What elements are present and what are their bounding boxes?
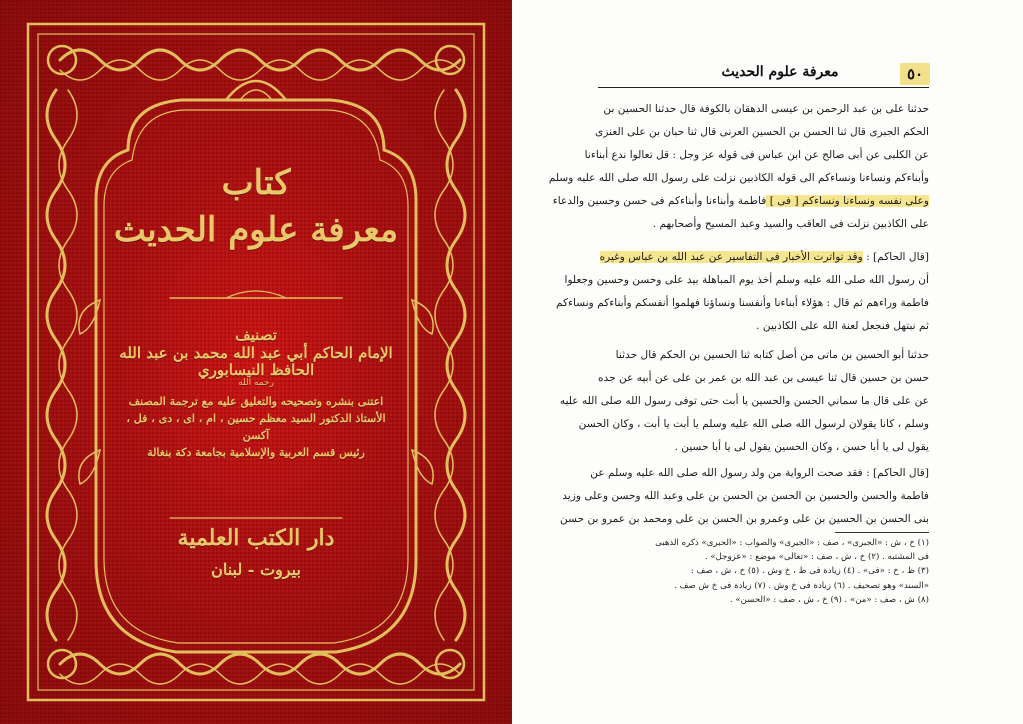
cover-editor-line: اعتنى بنشره وتصحيحه والتعليق عليه مع ترجمة المصنف [128,395,384,408]
footnote-line: (٨) ش ، صف : «من» . (٩) خ ، ش ، صف : «الحسن» . [729,594,929,605]
cover-word-book: كتاب [221,163,291,203]
cover-editor [112,393,400,461]
text-line [552,190,929,213]
running-header: معرفة علوم الحديث [721,64,839,80]
line-text: [قال الحاكم] : [862,251,929,263]
text-line: حدثنا أبو الحسين بن ماتى من أصل كتابه ثنا الحسين بن الحكم قال حدثنا [615,349,929,361]
page-number: ٥٠ [900,63,930,85]
header-rule [598,87,929,88]
footnote-line: (١) خ ، ش : «الجبرى» ، صف : «الجيرى» والصواب : «الحبرى» ذكره الذهبى [655,538,929,548]
text-line: وأبناءكم ونساءنا ونساءكم الى قوله الكاذبين نزلت على رسول الله صلى الله عليه وسلم [548,172,929,184]
text-line: ثم نبتهل فنجعل لعنة الله على الكاذبين . [756,320,929,332]
text-line: حسن بن حسين قال ثنا عيسى بن عبد الله بن عمر بن على عن أبيه عن جده [598,372,929,384]
cover-editor-line: الأستاذ الدكتور السيد معظم حسين ، ام ، اى ، دى ، فل ، آكسن [126,412,386,443]
text-line: عن على قال ما سماني الحسن والحسين يا أبت حتى توفى رسول الله صلى الله عليه [559,395,929,407]
footnote-line: فى المشتبه . (٢) خ ، ش ، صف : «تعالى» موضع : «عزوجل» . [704,552,929,563]
paragraph [559,344,929,459]
text-line [598,246,929,269]
highlighted-text: وعلى نفسه ونساءنا ونساءكم [ فى ] [766,195,929,207]
text-line: الحكم الجبرى قال ثنا الحسن بن الحسين العرنى قال ثنا حبان بن على العنزى [595,126,929,138]
paragraph [560,462,929,531]
text-line: عن الكلبى عن أبى صالح عن ابن عباس فى قوله عز وجل : قل تعالوا ندع أبناءنا [584,149,929,161]
cover-editor-line: رئيس قسم العربية والإسلامية بجامعة دكة بنغالة [147,446,365,460]
text-line: [قال الحاكم] : فقد صحت الرواية من ولد رسول الله صلى الله عليه وسلم عن [590,467,929,479]
cover-place: بيروت - لبنان [211,560,301,579]
text-line: فاطمة وراءهم ثم قال : هؤلاء أبناءنا وأنفسنا ونساؤنا فهلموا أنفسكم وأبناءكم ونساءكم [555,297,929,309]
cover-title: معرفة علوم الحديث [113,210,399,250]
text-line: فاطمة والحسن والحسين بن الحسن بن الحسن بن على وعبد الله وحسن وعلى وزيد [562,490,929,502]
footnote-line: (٣) ظ ، خ : «فى» . (٤) زيادة فى ظ ، خ وش . (٥) خ ، ش ، صف : [690,566,929,577]
footnote-rule [835,532,929,533]
text-line: بنى الحسن بن الحسين بن على وعمرو بن الحسن بن على ومحمد بن عمرو بن حسن [560,513,929,525]
cover-rahimahu: رحمه الله [238,378,274,388]
line-text: فاطمة وأبناءنا وأبناءكم فى حسن وحسين والدعاء [552,195,767,207]
paragraph [548,98,929,236]
text-line: حدثنا على بن عبد الرحمن بن عيسى الدهقان بالكوفة قال حدثنا الحسين بن [603,103,929,115]
footnote-line: «السند» وهو تصحيف . (٦) زيادة فى خ وش . (٧) زيادة فى خ ش صف . [674,580,929,591]
text-line: أن رسول الله صلى الله عليه وسلم أخذ يوم المباهلة بيد على وحسن وحسين وجعلوا [564,274,929,286]
text-line: على الكاذبين نزلت فى العاقب والسيد وعبد المسيح وأصحابهم . [652,218,929,230]
footnotes [598,536,929,607]
text-line: وسلم ، كانا يقولان لرسول الله صلى الله عليه وسلم يا أبت يا أبت ، وكان الحسن [578,418,929,430]
paragraph [555,246,929,338]
cover-publisher: دار الكتب العلمية [177,525,335,551]
cover-author: الإمام الحاكم أبي عبد الله محمد بن عبد الله الحافظ النيسابوري [119,344,393,380]
highlighted-text: وقد تواترت الأخبار فى التفاسير عن عبد الله بن عباس وغيره [599,251,863,263]
cover-tasnif: تصنيف [235,326,277,344]
text-line: يقول لى يا أبا حسن ، وكان الحسين يقول لى يا أبا حسين . [674,441,929,453]
